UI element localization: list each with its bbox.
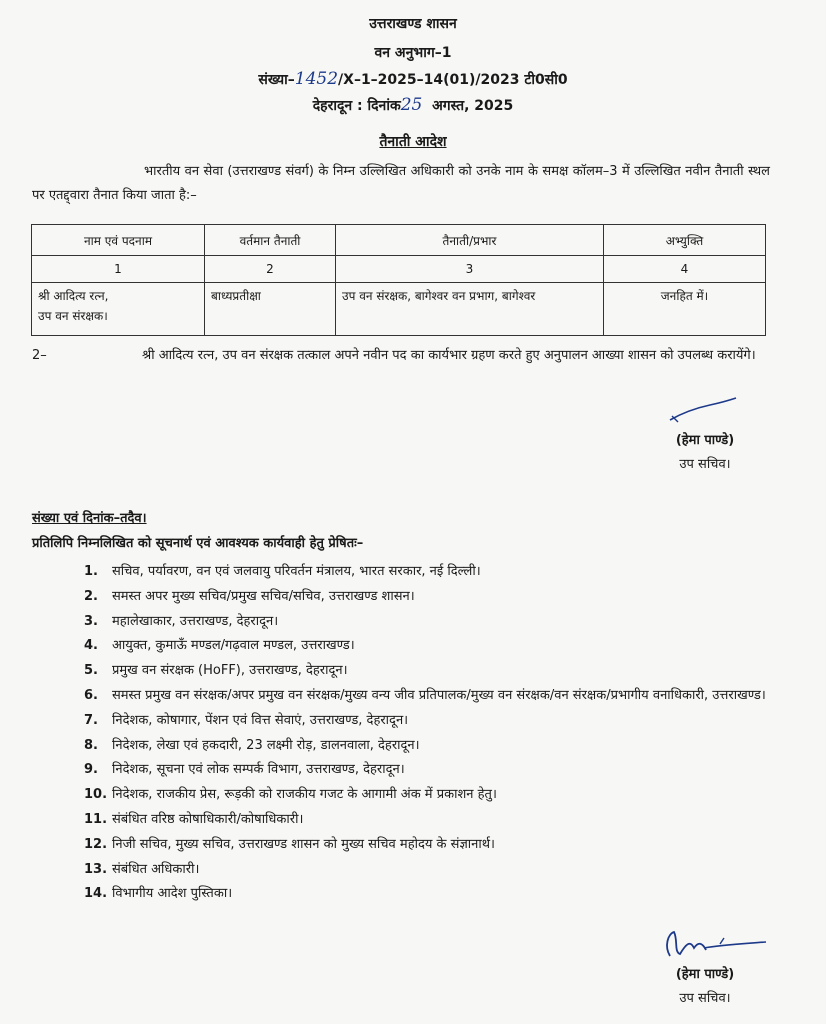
list-item — [84, 882, 774, 906]
item-text: आयुक्त, कुमाऊँ मण्डल/गढ़वाल मण्डल, उत्तराखण्ड। — [112, 638, 355, 654]
table-number-row — [32, 256, 766, 283]
reference-number — [0, 69, 826, 89]
paragraph-2-text: श्री आदित्य रत्न, उप वन संरक्षक तत्काल अपने नवीन पद का कार्यभार ग्रहण करते हुए अनुपालन आख्या शासन को उपलब्ध करायेंगे। — [142, 348, 756, 363]
signatory-designation: उप सचिव। — [679, 991, 731, 1006]
signature-mark — [660, 926, 770, 964]
date-prefix: देहरादून : दिनांक — [312, 98, 401, 114]
list-item — [84, 585, 774, 609]
order-date — [0, 95, 826, 115]
copy-reference: संख्या एवं दिनांक–तदैव। — [32, 511, 147, 526]
copy-recipients-list — [84, 560, 774, 907]
item-text: महालेखाकार, उत्तराखण्ड, देहरादून। — [112, 613, 279, 629]
list-item — [84, 808, 774, 832]
list-item — [84, 783, 774, 807]
item-number: 3. — [84, 613, 98, 629]
item-number: 9. — [84, 762, 98, 778]
officer-name: श्री आदित्य रत्न, — [38, 289, 109, 303]
item-text: संबंधित अधिकारी। — [112, 861, 200, 877]
table-header-row — [32, 225, 766, 256]
item-number: 2. — [84, 588, 98, 604]
column-number: 2 — [205, 256, 336, 283]
list-item — [84, 560, 774, 584]
item-text: प्रमुख वन संरक्षक (HoFF), उत्तराखण्ड, देहरादून। — [112, 663, 348, 679]
column-number: 3 — [336, 256, 604, 283]
list-item — [84, 659, 774, 683]
list-item — [84, 634, 774, 658]
list-item — [84, 758, 774, 782]
header-posting-charge: तैनाती/प्रभार — [336, 225, 604, 256]
item-number: 1. — [84, 564, 98, 579]
reference-prefix: संख्या– — [258, 72, 295, 88]
item-text: विभागीय आदेश पुस्तिका। — [112, 886, 233, 902]
header-current-posting: वर्तमान तैनाती — [205, 225, 336, 256]
item-number: 10. — [84, 787, 108, 803]
item-number: 5. — [84, 663, 98, 679]
header-remarks: अभ्युक्ति — [604, 225, 766, 256]
list-item — [84, 684, 774, 708]
government-name: उत्तराखण्ड शासन — [369, 16, 457, 32]
reference-suffix: /X–1–2025–14(01)/2023 टी0सी0 — [338, 72, 568, 88]
paragraph-1: भारतीय वन सेवा (उत्तराखण्ड संवर्ग) के निम्न उल्लिखित अधिकारी को उनके नाम के समक्ष कॉलम–3 में उल्लिखित नवीन तैनाती स्थल पर एतद्द्वारा तैनात किया जाता है:– — [32, 164, 770, 203]
copy-intro: प्रतिलिपि निम्नलिखित को सूचनार्थ एवं आवश्यक कार्यवाही हेतु प्रेषितः– — [32, 536, 364, 551]
item-text: निदेशक, सूचना एवं लोक सम्पर्क विभाग, उत्तराखण्ड, देहरादून। — [112, 762, 405, 778]
column-number: 1 — [32, 256, 205, 283]
item-text: निदेशक, कोषागार, पेंशन एवं वित्त सेवाएं, उत्तराखण्ड, देहरादून। — [112, 712, 409, 728]
item-text: सचिव, पर्यावरण, वन एवं जलवायु परिवर्तन मंत्रालय, भारत सरकार, नई दिल्ली। — [112, 564, 481, 579]
signature-block — [640, 430, 770, 472]
order-title: तैनाती आदेश — [379, 134, 447, 150]
item-number: 4. — [84, 638, 98, 654]
date-suffix: अगस्त, 2025 — [432, 98, 514, 114]
list-item — [84, 610, 774, 634]
item-number: 6. — [84, 687, 98, 703]
item-text: समस्त प्रमुख वन संरक्षक/अपर प्रमुख वन संरक्षक/मुख्य वन्य जीव प्रतिपालक/मुख्य वन संरक्षक/वन संरक्षक/प्रभागीय वनाधिकारी, उत्तराखण्ड। — [112, 687, 766, 703]
list-item — [84, 709, 774, 733]
remark-cell: जनहित में। — [604, 283, 766, 336]
signature-block-2 — [640, 964, 770, 1006]
item-number: 14. — [84, 886, 108, 902]
signature-mark — [666, 396, 740, 426]
signatory-name: (हेमा पाण्डे) — [675, 967, 735, 982]
item-text: समस्त अपर मुख्य सचिव/प्रमुख सचिव/सचिव, उत्तराखण्ड शासन। — [112, 588, 415, 604]
item-number: 12. — [84, 836, 108, 852]
column-number: 4 — [604, 256, 766, 283]
item-text: निदेशक, लेखा एवं हकदारी, 23 लक्ष्मी रोड़, डालनवाला, देहरादून। — [112, 737, 420, 753]
item-number: 11. — [84, 811, 108, 827]
item-number: 7. — [84, 712, 98, 728]
list-item — [84, 734, 774, 758]
posting-table — [31, 224, 766, 336]
list-item — [84, 858, 774, 882]
signatory-name: (हेमा पाण्डे) — [675, 433, 735, 448]
date-handwritten-day: 25 — [400, 95, 423, 115]
officer-cell — [32, 283, 205, 336]
header-name: नाम एवं पदनाम — [32, 225, 205, 256]
list-item — [84, 833, 774, 857]
reference-handwritten-number: 1452 — [294, 69, 339, 89]
signatory-designation: उप सचिव। — [679, 457, 731, 472]
current-posting-cell: बाध्यप्रतीक्षा — [205, 283, 336, 336]
officer-designation: उप वन संरक्षक। — [38, 309, 108, 323]
item-number: 13. — [84, 861, 108, 877]
paragraph-2-number: 2– — [32, 348, 47, 363]
item-text: संबंधित वरिष्ठ कोषाधिकारी/कोषाधिकारी। — [112, 811, 304, 827]
new-posting-cell: उप वन संरक्षक, बागेश्वर वन प्रभाग, बागेश्वर — [336, 283, 604, 336]
item-text: निजी सचिव, मुख्य सचिव, उत्तराखण्ड शासन को मुख्य सचिव महोदय के संज्ञानार्थ। — [112, 836, 495, 852]
item-text: निदेशक, राजकीय प्रेस, रूड़की को राजकीय गजट के आगामी अंक में प्रकाशन हेतु। — [112, 787, 497, 803]
table-row — [32, 283, 766, 336]
paragraph-2 — [32, 344, 770, 368]
section-name: वन अनुभाग–1 — [374, 45, 452, 61]
item-number: 8. — [84, 737, 98, 753]
